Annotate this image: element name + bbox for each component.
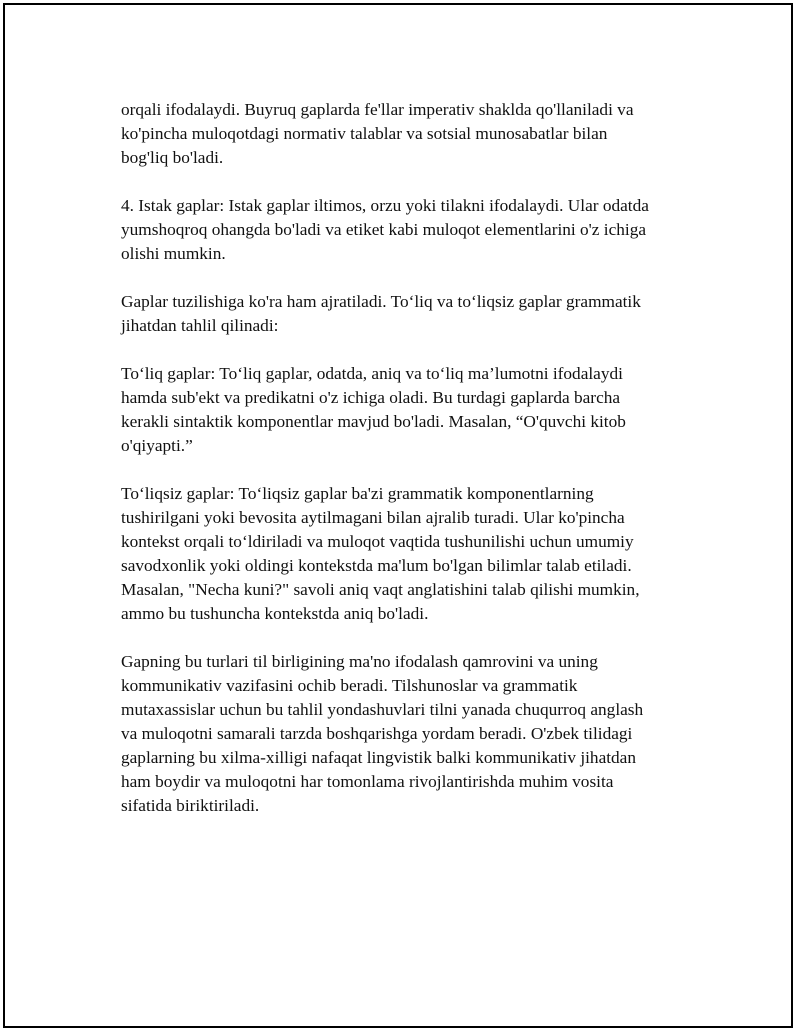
text-line: kontekst orqali to‘ldiriladi va muloqot vaqtida tushunilishi uchun umumiy (121, 532, 634, 551)
text-line: Gaplar tuzilishiga ko'ra ham ajratiladi. To‘liq va to‘liqsiz gaplar grammatik (121, 292, 641, 311)
text-line: olishi mumkin. (121, 244, 226, 263)
paragraph-incomplete-sentences (121, 482, 701, 626)
text-line: hamda sub'ekt va predikatni o'z ichiga oladi. Bu turdagi gaplarda barcha (121, 388, 621, 407)
text-line: tushirilgani yoki bevosita aytilmagani bilan ajralib turadi. Ular ko'pincha (121, 508, 625, 527)
text-line: To‘liqsiz gaplar: To‘liqsiz gaplar ba'zi grammatik komponentlarning (121, 484, 594, 503)
text-line: mutaxassislar uchun bu tahlil yondashuvlari tilni yanada chuqurroq anglash (121, 700, 644, 719)
paragraph-complete-sentences (121, 362, 701, 458)
text-line: ko'pincha muloqotdagi normativ talablar va sotsial munosabatlar bilan (121, 124, 608, 143)
text-line: sifatida biriktiriladi. (121, 796, 260, 815)
text-line: 4. Istak gaplar: Istak gaplar iltimos, orzu yoki tilakni ifodalaydi. Ular odatda (121, 196, 649, 215)
text-line: va muloqotni samarali tarzda boshqarishga yordam beradi. O'zbek tilidagi (121, 724, 633, 743)
text-line: jihatdan tahlil qilinadi: (121, 316, 279, 335)
text-line: kommunikativ vazifasini ochib beradi. Tilshunoslar va grammatik (121, 676, 578, 695)
text-line: orqali ifodalaydi. Buyruq gaplarda fe'llar imperativ shaklda qo'llaniladi va (121, 100, 634, 119)
text-line: ham boydir va muloqotni har tomonlama rivojlantirishda muhim vosita (121, 772, 614, 791)
text-line: kerakli sintaktik komponentlar mavjud bo'ladi. Masalan, “O'quvchi kitob (121, 412, 626, 431)
text-line: savodxonlik yoki oldingi kontekstda ma'lum bo'lgan bilimlar talab etiladi. (121, 556, 632, 575)
paragraph-conclusion (121, 650, 701, 818)
text-line: yumshoqroq ohangda bo'ladi va etiket kabi muloqot elementlarini o'z ichiga (121, 220, 647, 239)
text-line: To‘liq gaplar: To‘liq gaplar, odatda, aniq va to‘liq ma’lumotni ifodalaydi (121, 364, 623, 383)
text-line: Gapning bu turlari til birligining ma'no ifodalash qamrovini va uning (121, 652, 598, 671)
paragraph-imperative-continuation (121, 98, 701, 170)
text-line: gaplarning bu xilma-xilligi nafaqat lingvistik balki kommunikativ jihatdan (121, 748, 636, 767)
document-body (121, 98, 701, 842)
text-line: Masalan, "Necha kuni?" savoli aniq vaqt anglatishini talab qilishi mumkin, (121, 580, 640, 599)
paragraph-structure-intro (121, 290, 701, 338)
page-frame (3, 3, 793, 1028)
paragraph-wish-sentences (121, 194, 701, 266)
text-line: ammo bu tushuncha kontekstda aniq bo'ladi. (121, 604, 429, 623)
text-line: bog'liq bo'ladi. (121, 148, 224, 167)
text-line: o'qiyapti.” (121, 436, 193, 455)
